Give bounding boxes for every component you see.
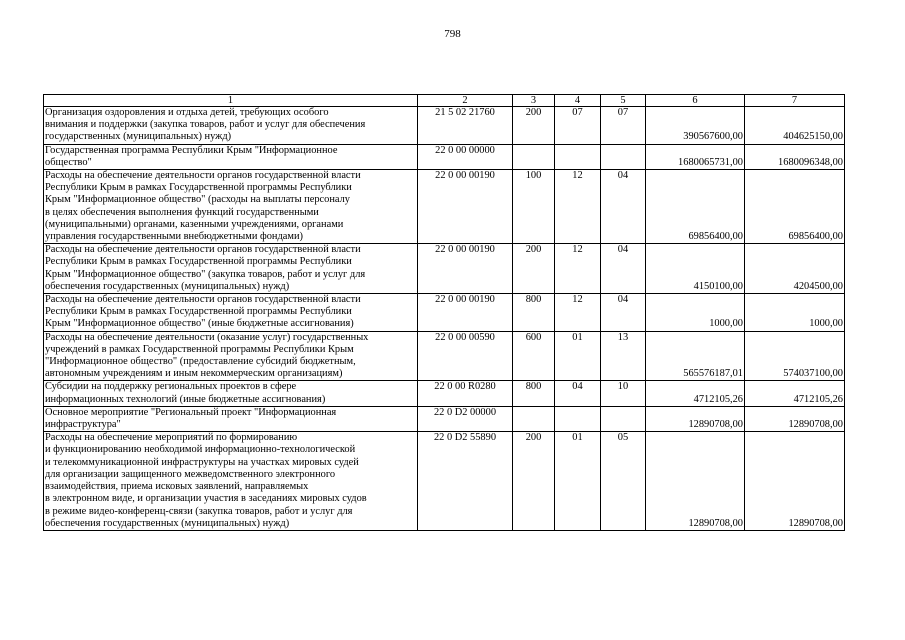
section-cell <box>555 406 601 431</box>
item-name-line: (муниципальными) органами, казенными учреждениями, органами <box>45 218 344 230</box>
amount-cell: 1680065731,00 <box>646 144 745 169</box>
item-name-line: учреждений в рамках Государственной программы Республики Крым <box>45 343 354 355</box>
item-name-line: Расходы на обеспечение деятельности органов государственной власти <box>45 170 361 182</box>
item-name-line: Организация оздоровления и отдыха детей, требующих особого <box>45 107 329 118</box>
subsection-cell: 04 <box>601 170 646 244</box>
item-name-line: Основное мероприятие "Региональный проект "Информационная <box>45 406 337 418</box>
expense-type-cell: 200 <box>513 107 555 145</box>
expense-type-cell: 600 <box>513 331 555 381</box>
item-name-line: и функционированию необходимой информационно-технологической <box>45 444 356 456</box>
item-name-line: в электронном виде, и организации участия в заседаниях мировых судов <box>45 493 367 505</box>
amount-cell: 69856400,00 <box>745 170 845 244</box>
amount-cell: 1680096348,00 <box>745 144 845 169</box>
table-row <box>44 170 845 244</box>
expense-type-cell <box>513 406 555 431</box>
item-name-cell <box>44 144 418 169</box>
item-name-line: обеспечения государственных (муниципальных) нужд) <box>45 517 290 529</box>
subsection-cell: 04 <box>601 294 646 332</box>
amount-cell: 404625150,00 <box>745 107 845 145</box>
item-name-line: Крым "Информационное общество" (расходы на выплаты персоналу <box>45 194 351 206</box>
amount-cell: 574037100,00 <box>745 331 845 381</box>
header-cell: 5 <box>601 95 646 107</box>
amount-cell: 69856400,00 <box>646 170 745 244</box>
code-cell: 22 0 00 00000 <box>418 144 513 169</box>
item-name-line: Расходы на обеспечение мероприятий по формированию <box>45 432 298 444</box>
item-name-line: общество" <box>45 156 92 168</box>
section-cell: 12 <box>555 170 601 244</box>
item-name-line: взаимодействия, приема исковых заявлений, направляемых <box>45 481 309 493</box>
section-cell: 01 <box>555 331 601 381</box>
item-name-line: Крым "Информационное общество" (иные бюджетные ассигнования) <box>45 318 354 330</box>
item-name-line: Государственная программа Республики Крым "Информационное <box>45 144 338 156</box>
amount-cell: 4712105,26 <box>745 381 845 406</box>
item-name-line: Расходы на обеспечение деятельности органов государственной власти <box>45 294 361 306</box>
header-cell: 4 <box>555 95 601 107</box>
code-cell: 22 0 D2 00000 <box>418 406 513 431</box>
amount-cell: 1000,00 <box>646 294 745 332</box>
expense-type-cell: 800 <box>513 381 555 406</box>
page-number: 798 <box>444 28 461 40</box>
item-name-cell <box>44 244 418 294</box>
subsection-cell <box>601 144 646 169</box>
item-name-line: в целях обеспечения выполнения функций государственными <box>45 206 319 218</box>
code-cell: 22 0 D2 55890 <box>418 432 513 531</box>
section-cell <box>555 144 601 169</box>
header-cell: 3 <box>513 95 555 107</box>
table-row <box>44 381 845 406</box>
item-name-line: информационных технологий (иные бюджетные ассигнования) <box>45 393 326 405</box>
table-row <box>44 107 845 145</box>
item-name-line: инфраструктура" <box>45 419 121 431</box>
table-row <box>44 144 845 169</box>
code-cell: 22 0 00 00190 <box>418 244 513 294</box>
amount-cell: 12890708,00 <box>646 406 745 431</box>
table-row <box>44 331 845 381</box>
item-name-cell <box>44 381 418 406</box>
amount-cell: 1000,00 <box>745 294 845 332</box>
item-name-cell <box>44 170 418 244</box>
item-name-cell <box>44 432 418 531</box>
code-cell: 22 0 00 00190 <box>418 170 513 244</box>
table-row <box>44 244 845 294</box>
section-cell: 01 <box>555 432 601 531</box>
item-name-line: управления государственными внебюджетными фондами) <box>45 231 303 243</box>
code-cell: 21 5 02 21760 <box>418 107 513 145</box>
code-cell: 22 0 00 00190 <box>418 294 513 332</box>
section-cell: 12 <box>555 244 601 294</box>
item-name-line: "Информационное общество" (предоставление субсидий бюджетным, <box>45 356 356 368</box>
subsection-cell: 05 <box>601 432 646 531</box>
item-name-line: Республики Крым в рамках Государственной программы Республики <box>45 256 352 268</box>
subsection-cell: 07 <box>601 107 646 145</box>
section-cell: 12 <box>555 294 601 332</box>
expense-type-cell: 200 <box>513 244 555 294</box>
amount-cell: 12890708,00 <box>646 432 745 531</box>
item-name-line: внимания и поддержки (закупка товаров, работ и услуг для обеспечения <box>45 119 366 131</box>
amount-cell: 12890708,00 <box>745 406 845 431</box>
code-cell: 22 0 00 R0280 <box>418 381 513 406</box>
section-cell: 04 <box>555 381 601 406</box>
item-name-line: Республики Крым в рамках Государственной программы Республики <box>45 182 352 194</box>
item-name-cell <box>44 406 418 431</box>
header-cell: 6 <box>646 95 745 107</box>
amount-cell: 12890708,00 <box>745 432 845 531</box>
amount-cell: 390567600,00 <box>646 107 745 145</box>
item-name-cell <box>44 294 418 332</box>
subsection-cell: 13 <box>601 331 646 381</box>
expense-type-cell: 200 <box>513 432 555 531</box>
item-name-line: Расходы на обеспечение деятельности (оказание услуг) государственных <box>45 331 369 343</box>
amount-cell: 4150100,00 <box>646 244 745 294</box>
table-row <box>44 432 845 531</box>
budget-table <box>43 94 845 531</box>
table-row <box>44 406 845 431</box>
item-name-line: Расходы на обеспечение деятельности органов государственной власти <box>45 244 361 256</box>
item-name-line: и телекоммуникационной инфраструктуры на участках мировых судей <box>45 456 359 468</box>
header-cell: 1 <box>44 95 418 107</box>
amount-cell: 4712105,26 <box>646 381 745 406</box>
item-name-cell <box>44 107 418 145</box>
amount-cell: 4204500,00 <box>745 244 845 294</box>
code-cell: 22 0 00 00590 <box>418 331 513 381</box>
item-name-line: для организации защищенного межведомственного электронного <box>45 468 336 480</box>
item-name-line: Крым "Информационное общество" (закупка товаров, работ и услуг для <box>45 268 366 280</box>
amount-cell: 565576187,01 <box>646 331 745 381</box>
expense-type-cell: 800 <box>513 294 555 332</box>
subsection-cell <box>601 406 646 431</box>
item-name-line: обеспечения государственных (муниципальных) нужд) <box>45 280 290 292</box>
header-cell: 2 <box>418 95 513 107</box>
item-name-line: в режиме видео-конференц-связи (закупка товаров, работ и услуг для <box>45 505 353 517</box>
item-name-cell <box>44 331 418 381</box>
subsection-cell: 10 <box>601 381 646 406</box>
expense-type-cell: 100 <box>513 170 555 244</box>
table-row <box>44 294 845 332</box>
item-name-line: Республики Крым в рамках Государственной программы Республики <box>45 306 352 318</box>
item-name-line: государственных (муниципальных) нужд) <box>45 131 232 143</box>
item-name-line: Субсидии на поддержку региональных проектов в сфере <box>45 381 297 393</box>
header-cell: 7 <box>745 95 845 107</box>
item-name-line: автономным учреждениям и иным некоммерческим организациям) <box>45 368 343 380</box>
section-cell: 07 <box>555 107 601 145</box>
subsection-cell: 04 <box>601 244 646 294</box>
expense-type-cell <box>513 144 555 169</box>
table-header-row <box>44 95 845 107</box>
